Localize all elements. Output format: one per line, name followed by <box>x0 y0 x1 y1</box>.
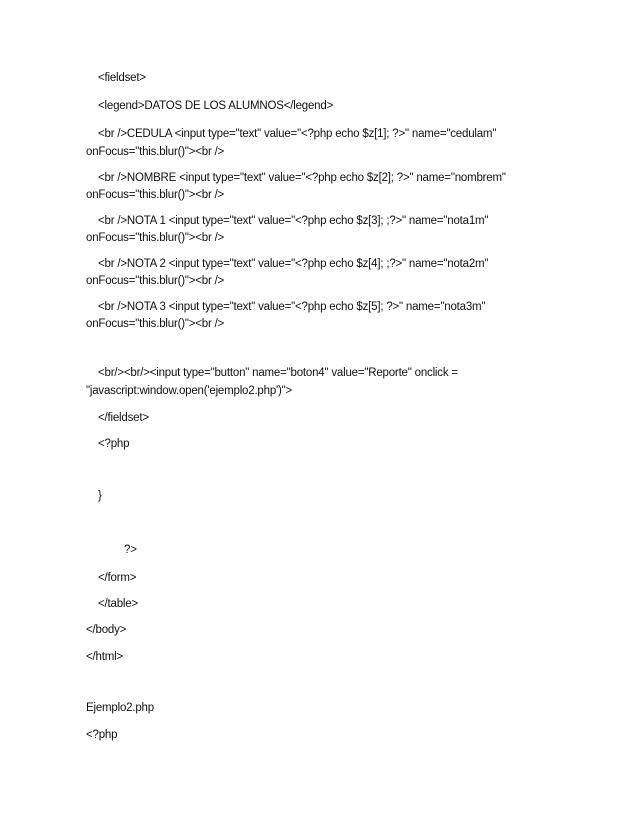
file-name-heading: Ejemplo2.php <box>86 702 154 714</box>
code-line-fieldset-close: </fieldset> <box>98 412 149 424</box>
code-line-html-close: </html> <box>86 651 123 663</box>
code-line-form-close: </form> <box>98 572 137 584</box>
code-line-nota2-cont: onFocus="this.blur()"><br /> <box>86 275 225 287</box>
code-line-legend: <legend>DATOS DE LOS ALUMNOS</legend> <box>98 100 334 112</box>
code-line-table-close: </table> <box>98 598 138 610</box>
code-line-nombre-cont: onFocus="this.blur()"><br /> <box>86 189 225 201</box>
code-line-button-cont: "javascript:window.open('ejemplo2.php')"> <box>86 385 293 397</box>
code-line-php-open-2: <?php <box>86 729 118 741</box>
code-line-body-close: </body> <box>86 624 127 636</box>
code-line-fieldset-open: <fieldset> <box>98 72 146 84</box>
code-line-nombre: <br />NOMBRE <input type="text" value="<?php echo $z[2]; ?>" name="nombrem" <box>98 172 506 184</box>
code-line-nota2: <br />NOTA 2 <input type="text" value="<?php echo $z[4]; ;?>" name="nota2m" <box>98 258 489 270</box>
code-line-cedula-cont: onFocus="this.blur()"><br /> <box>86 146 225 158</box>
code-line-nota1: <br />NOTA 1 <input type="text" value="<?php echo $z[3]; ;?>" name="nota1m" <box>98 215 489 227</box>
code-line-nota1-cont: onFocus="this.blur()"><br /> <box>86 232 225 244</box>
code-line-button: <br/><br/><input type="button" name="boton4" value="Reporte" onclick = <box>98 367 458 379</box>
code-line-nota3: <br />NOTA 3 <input type="text" value="<?php echo $z[5]; ?>" name="nota3m" <box>98 301 486 313</box>
code-line-php-close: ?> <box>124 544 137 556</box>
code-line-nota3-cont: onFocus="this.blur()"><br /> <box>86 318 225 330</box>
code-line-brace-close: } <box>98 490 102 502</box>
code-line-cedula: <br />CEDULA <input type="text" value="<?php echo $z[1]; ?>" name="cedulam" <box>98 128 497 140</box>
code-line-php-open: <?php <box>98 438 130 450</box>
